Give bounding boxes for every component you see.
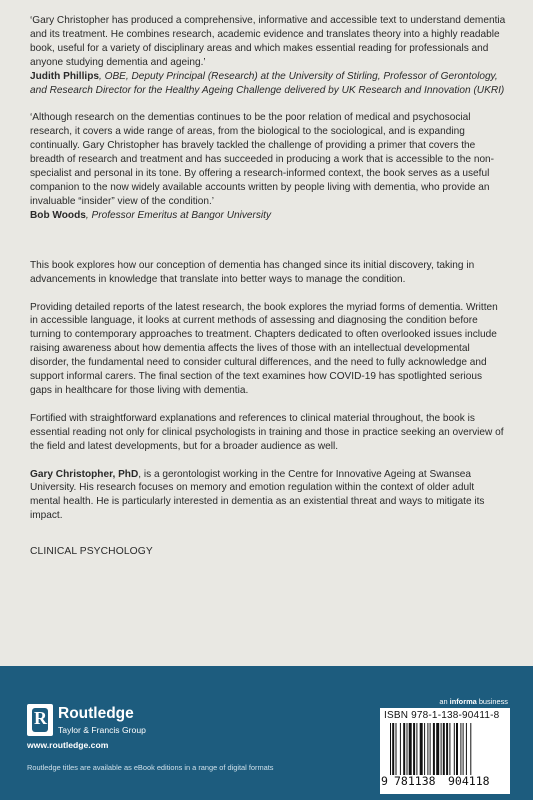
quote-author: Bob Woods <box>30 209 86 221</box>
barcode-bar <box>436 723 439 775</box>
barcode-bar <box>456 723 458 775</box>
quote-author: Judith Phillips <box>30 70 99 82</box>
quote-attribution <box>30 209 506 223</box>
barcode-bar <box>449 723 450 775</box>
barcode-bar <box>433 723 435 775</box>
barcode-bar <box>443 723 445 775</box>
informa-prefix: an <box>439 697 450 706</box>
barcode-bar <box>392 723 394 775</box>
barcode-bar <box>409 723 412 775</box>
description-paragraph: This book explores how our conception of dementia has changed since its initial discovery, taking in advancements in knowledge that translate into better ways to manage the condition. <box>30 259 475 285</box>
quote-affiliation: , Professor Emeritus at Bangor University <box>85 209 272 221</box>
back-cover-text <box>30 14 506 559</box>
barcode-bar <box>400 723 401 775</box>
barcode-bar <box>460 723 461 775</box>
barcode-right-digits: 904118 <box>448 774 490 788</box>
isbn-label: ISBN 978-1-138-90411-8 <box>384 710 500 721</box>
barcode-bar <box>403 723 405 775</box>
publisher-footer <box>0 666 533 800</box>
quote-text: ‘Gary Christopher has produced a comprehensive, informative and accessible text to understand dementia and its treatment. He combines research, academic evidence and translates theory into a highly readable book, useful for a variety of disciplinary areas and which makes essential reading for professionals and anyone studying dementia and ageing.’ <box>30 15 506 68</box>
barcode-bar <box>427 723 428 775</box>
barcode-bar <box>416 723 417 775</box>
author-name: Gary Christopher, PhD <box>30 468 139 480</box>
publisher-imprint: Taylor & Francis Group <box>58 725 146 735</box>
quote-text: ‘Although research on the dementias continues to be the poor relation of medical and psychosocial research, it covers a wide range of areas, from the biological to the sociological, and is expanding continually. Gary Christopher has bravely tackled the challenge of providing a primer that covers the breadth of research and treatment and has succeeded in producing a work that is accessible to the non-specialist and personal in its tone. By offering a research-informed context, the book serves as a useful companion to the now widely available accounts written by people living with dementia, who provide an invaluable “insider” view of the condition.’ <box>30 112 495 207</box>
quote-affiliation: , OBE, Deputy Principal (Research) at the University of Stirling, Professor of Gerontology, and Research Director for the Healthy Ageing Challenge delivered by UK Research and Innovation (UKRI) <box>30 70 505 96</box>
barcode-bar <box>413 723 415 775</box>
barcode-bar <box>407 723 408 775</box>
subject-category: CLINICAL PSYCHOLOGY <box>30 546 153 558</box>
endorsement-quote <box>30 14 506 97</box>
description-paragraph: Fortified with straightforward explanations and references to clinical material throughout, the book is essential reading not only for clinical psychologists in training and those in practice seeking an overview of the field and latest developments, but for a broader audience as well. <box>30 412 504 452</box>
endorsement-quote <box>30 111 506 222</box>
barcode-bar <box>470 723 471 775</box>
barcode-bar <box>441 723 442 775</box>
barcode-bar <box>390 723 391 775</box>
informa-tagline <box>439 697 508 706</box>
barcode <box>380 708 510 794</box>
publisher-name: Routledge <box>58 705 134 722</box>
barcode-bar <box>466 723 467 775</box>
barcode-bar <box>454 723 455 775</box>
barcode-left-digits: 781138 <box>394 774 436 788</box>
description-paragraph: Providing detailed reports of the latest research, the book explores the myriad forms of dementia. Written in accessible language, it looks at current methods of assessing and diagnosing the condition before turning to contemporary approaches to treatment. Chapters dedicated to often overlooked issues include raising awareness about how dementia affects the lives of those with an intellectual developmental disorder, the fundamental need to consider cultural differences, and the need to fully acknowledge and support informal carers. The final section of the text examines how COVID-19 has spotlighted serious gaps in healthcare for those living with dementia. <box>30 301 498 396</box>
barcode-bar <box>446 723 448 775</box>
ebook-note: Routledge titles are available as eBook editions in a range of digital formats <box>27 763 274 772</box>
quote-attribution <box>30 70 506 98</box>
author-bio-text: , is a gerontologist working in the Centre for Innovative Ageing at Swansea University. His research focuses on memory and emotion regulation within the context of older adult mental health. He is particularly interested in dementia as an existential threat and ways to mitigate its impact. <box>30 468 485 522</box>
barcode-bar <box>420 723 423 775</box>
author-bio <box>30 468 506 524</box>
routledge-logo-icon <box>27 704 53 736</box>
barcode-bars-icon <box>390 723 500 775</box>
barcode-bar <box>424 723 425 775</box>
publisher-website: www.routledge.com <box>27 740 109 750</box>
informa-brand: informa <box>449 697 477 706</box>
barcode-bar <box>463 723 464 775</box>
barcode-bar <box>430 723 431 775</box>
barcode-bar <box>396 723 397 775</box>
barcode-first-digit: 9 <box>381 774 388 788</box>
informa-suffix: business <box>476 697 508 706</box>
